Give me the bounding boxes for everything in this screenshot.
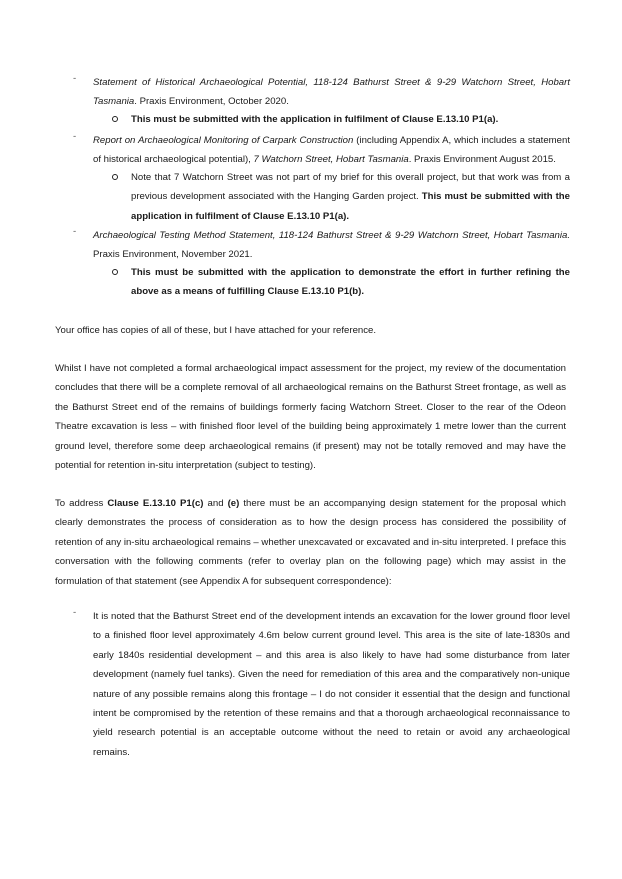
paragraph-impact: Whilst I have not completed a formal archaeological impact assessment for the project, my review of the documentation concludes that there will be a complete removal of all archaeological remains on the Bathurst Street frontage, as well as the Bathurst Street end of the remains of buildings formerly facing Watchorn Street. Closer to the rear of the Odeon Theatre excavation is less – with finished floor level of the building being approximately 1 metre lower than the current ground level, therefore some deep archaeological remains (if present) may not be totally removed and may have the potential for retention in-situ interpretation (subject to testing). — [55, 363, 566, 472]
circle-bullet-icon — [112, 174, 118, 180]
reference-description: (including Appendix A, which includes a statement of historical archaeological potential), — [93, 135, 571, 166]
clause-reference: Clause E.13.10 P1(c) — [107, 498, 204, 509]
paragraph-address: To address Clause E.13.10 P1(c) and (e) there must be an accompanying design statement for the proposal which clearly demonstrates the process of consideration as to how the design process has considered the possibility of retention of any in-situ archaeological remains – whether unexcavated or excavated and in-situ interpreted. I preface this conversation with the following comments (refer to overlay plan on the following page) which may assist in the formulation of that statement (see Appendix A for subsequent correspondence): — [55, 498, 567, 587]
reference-publisher: Praxis Environment, November 2021. — [93, 249, 253, 261]
circle-bullet-icon — [112, 269, 118, 275]
reference-title: Archaeological Testing Method Statement, 118-124 Bathurst Street & 9-29 Watchorn Street, Hobart Tasmania. — [93, 230, 570, 241]
reference-location: 7 Watchorn Street, Hobart Tasmania — [253, 154, 409, 166]
circle-bullet-icon — [112, 116, 118, 122]
bullet-dash: - — [73, 73, 77, 84]
bullet-dash: - — [73, 607, 77, 618]
reference-text — [93, 73, 570, 112]
paragraph-copies: Your office has copies of all of these, but I have attached for your reference. — [55, 325, 377, 336]
reference-title: Statement of Historical Archaeological Potential, 118-124 Bathurst Street & 9-29 Watchorn Street, Hobart Tasmania — [93, 77, 570, 108]
clause-reference: (e) — [227, 498, 240, 509]
reference-text — [93, 226, 570, 265]
bullet-dash: - — [73, 226, 77, 237]
reference-publisher: . Praxis Environment August 2015. — [408, 154, 556, 166]
comment-text: It is noted that the Bathurst Street end of the development intends an excavation for the lower ground floor level to a finished floor level approximately 4.6m below current ground level. This area is the site of late-1830s and early 1840s residential development – and this area is also likely to have had some disturbance from later development (namely fuel tanks). Given the need for remediation of this area and the comparatively non-unique nature of any possible remains along this frontage – I do not consider it essential that the design and functional intent be compromised by the retention of these remains and that a thorough archaeological reconnaissance to yield research potential is an acceptable outcome without the need to retain or avoid any archaeological remains. — [93, 611, 570, 758]
reference-text — [93, 131, 570, 170]
requirement-note: This must be submitted with the application to demonstrate the effort in further refining the above as a means of fulfilling Clause E.13.10 P1(b). — [131, 267, 570, 298]
requirement-note: This must be submitted with the application in fulfilment of Clause E.13.10 P1(a). — [131, 114, 499, 125]
reference-title: Report on Archaeological Monitoring of Carpark Construction — [93, 135, 354, 146]
reference-publisher: . Praxis Environment, October 2020. — [134, 96, 289, 108]
bullet-dash: - — [73, 131, 77, 142]
note-text: Note that 7 Watchorn Street was not part of my brief for this overall project, but that work was from a previous development associated with the Hanging Garden project. — [131, 172, 570, 203]
requirement-note: This must be submitted with the application in fulfilment of Clause E.13.10 P1(a). — [131, 191, 571, 222]
